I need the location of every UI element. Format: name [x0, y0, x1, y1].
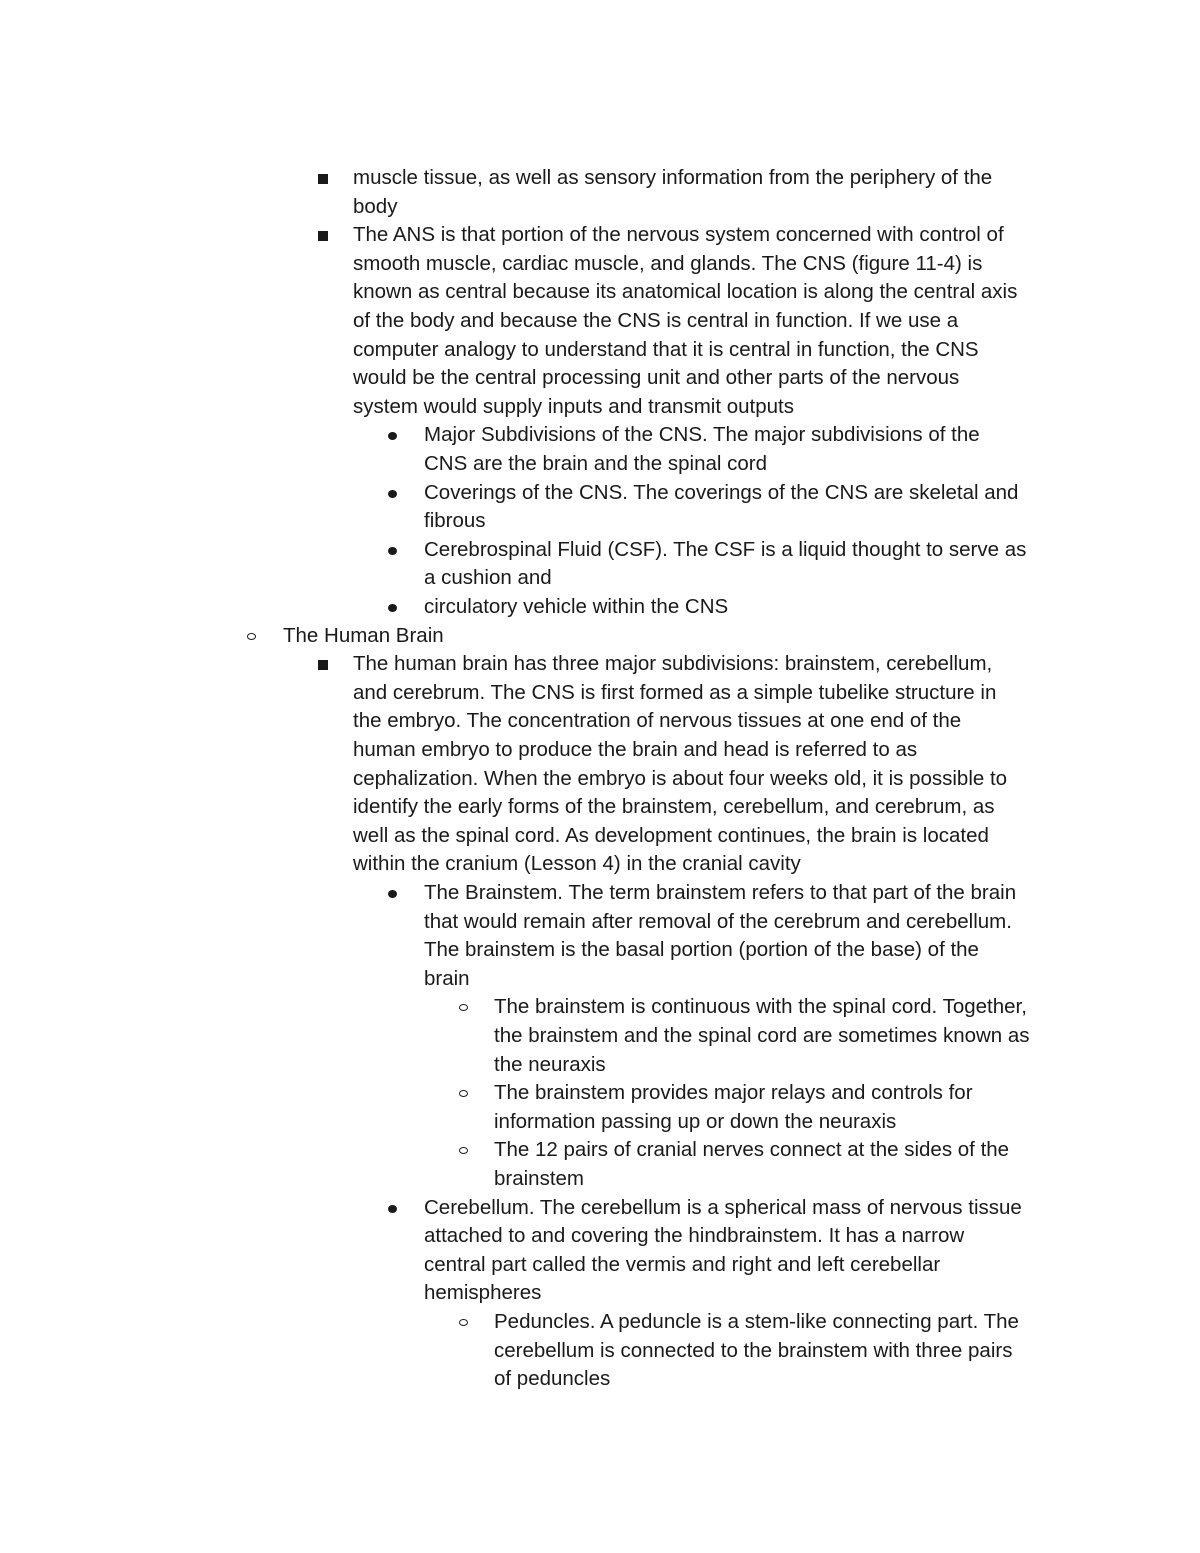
list-item-line: brainstem — [494, 1166, 585, 1190]
list-item-line: smooth muscle, cardiac muscle, and glands. The CNS (figure 11-4) is — [353, 251, 983, 275]
list-item-line: of the body and because the CNS is central in function. If we use a — [353, 308, 959, 332]
list-item-line: attached to and covering the hindbrainstem. It has a narrow — [424, 1224, 965, 1248]
list-item-line: of peduncles — [494, 1367, 611, 1391]
list-item-line: a cushion and — [424, 566, 552, 590]
list-item-line: that would remain after removal of the cerebrum and cerebellum. — [424, 909, 1012, 933]
list-item — [424, 421, 980, 478]
square-bullet-icon — [318, 660, 328, 670]
circle-bullet-icon — [459, 1090, 468, 1097]
disc-bullet-icon — [388, 432, 397, 440]
list-item — [494, 1136, 1009, 1193]
list-item-line: body — [353, 194, 398, 218]
list-item — [353, 221, 1017, 421]
list-item-line: Peduncles. A peduncle is a stem-like connecting part. The — [494, 1310, 1019, 1333]
list-item-line: CNS are the brain and the spinal cord — [424, 451, 768, 475]
disc-bullet-icon — [388, 490, 397, 498]
list-item — [424, 1194, 1022, 1308]
list-item-line: the embryo. The concentration of nervous tissues at one end of the — [353, 709, 962, 733]
list-item-line: would be the central processing unit and other parts of the nervous — [353, 366, 960, 390]
list-item-line: and cerebrum. The CNS is first formed as a simple tubelike structure in — [353, 680, 997, 704]
disc-bullet-icon — [388, 1205, 397, 1213]
disc-bullet-icon — [388, 547, 397, 555]
list-item — [424, 479, 1018, 536]
list-item-line: the neuraxis — [494, 1052, 606, 1076]
list-item-line: The 12 pairs of cranial nerves connect at the sides of the — [494, 1138, 1010, 1162]
square-bullet-icon — [318, 231, 328, 241]
list-item-line: Coverings of the CNS. The coverings of the CNS are skeletal and — [424, 480, 1019, 504]
list-item-line: cerebellum is connected to the brainstem with three pairs — [494, 1338, 1013, 1362]
list-item-line: the brainstem and the spinal cord are sometimes known as — [494, 1023, 1030, 1047]
circle-bullet-icon — [459, 1147, 468, 1154]
list-item-line: The human brain has three major subdivisions: brainstem, cerebellum, — [353, 652, 993, 676]
list-item-line: Cerebellum. The cerebellum is a spherical mass of nervous tissue — [424, 1195, 1022, 1219]
list-item-line: muscle tissue, as well as sensory information from the periphery of the — [353, 166, 993, 189]
list-item-line: system would supply inputs and transmit outputs — [353, 394, 794, 418]
list-item — [494, 1079, 973, 1136]
list-item-line: identify the early forms of the brainstem, cerebellum, and cerebrum, as — [353, 795, 995, 819]
list-item — [424, 536, 1026, 593]
list-item-line: The brainstem is continuous with the spinal cord. Together, — [494, 995, 1027, 1019]
list-item — [424, 879, 1016, 993]
list-item-line: hemispheres — [424, 1281, 542, 1305]
list-item-line: human embryo to produce the brain and head is referred to as — [353, 737, 918, 761]
list-item-line: The ANS is that portion of the nervous system concerned with control of — [353, 223, 1004, 247]
list-item-line: The brainstem is the basal portion (portion of the base) of the — [424, 938, 979, 962]
list-item-line: The brainstem provides major relays and controls for — [494, 1081, 973, 1105]
list-item-line: well as the spinal cord. As development continues, the brain is located — [353, 823, 989, 847]
square-bullet-icon — [318, 174, 328, 184]
list-item-line: fibrous — [424, 509, 486, 533]
list-item — [283, 622, 444, 651]
list-item-line: The Human Brain — [283, 623, 444, 647]
list-item-line: The Brainstem. The term brainstem refers to that part of the brain — [424, 881, 1017, 904]
list-item-line: known as central because its anatomical location is along the central axis — [353, 280, 1018, 304]
list-item-line: Major Subdivisions of the CNS. The major subdivisions of the — [424, 423, 980, 447]
list-item — [424, 593, 728, 622]
list-item-line: brain — [424, 966, 470, 990]
list-item — [353, 164, 992, 221]
list-item-line: computer analogy to understand that it is central in function, the CNS — [353, 337, 979, 361]
circle-bullet-icon — [459, 1004, 468, 1011]
list-item — [494, 1308, 1019, 1394]
list-item — [353, 650, 1007, 879]
disc-bullet-icon — [388, 890, 397, 898]
list-item-line: within the cranium (Lesson 4) in the cranial cavity — [353, 852, 801, 876]
disc-bullet-icon — [388, 604, 397, 612]
circle-bullet-icon — [459, 1319, 468, 1326]
list-item-line: Cerebrospinal Fluid (CSF). The CSF is a liquid thought to serve as — [424, 537, 1027, 561]
list-item-line: cephalization. When the embryo is about four weeks old, it is possible to — [353, 766, 1008, 790]
list-item-line: central part called the vermis and right and left cerebellar — [424, 1252, 941, 1276]
circle-bullet-icon — [247, 633, 256, 640]
list-item — [494, 993, 1030, 1079]
list-item-line: information passing up or down the neuraxis — [494, 1109, 897, 1133]
list-item-line: circulatory vehicle within the CNS — [424, 595, 729, 618]
